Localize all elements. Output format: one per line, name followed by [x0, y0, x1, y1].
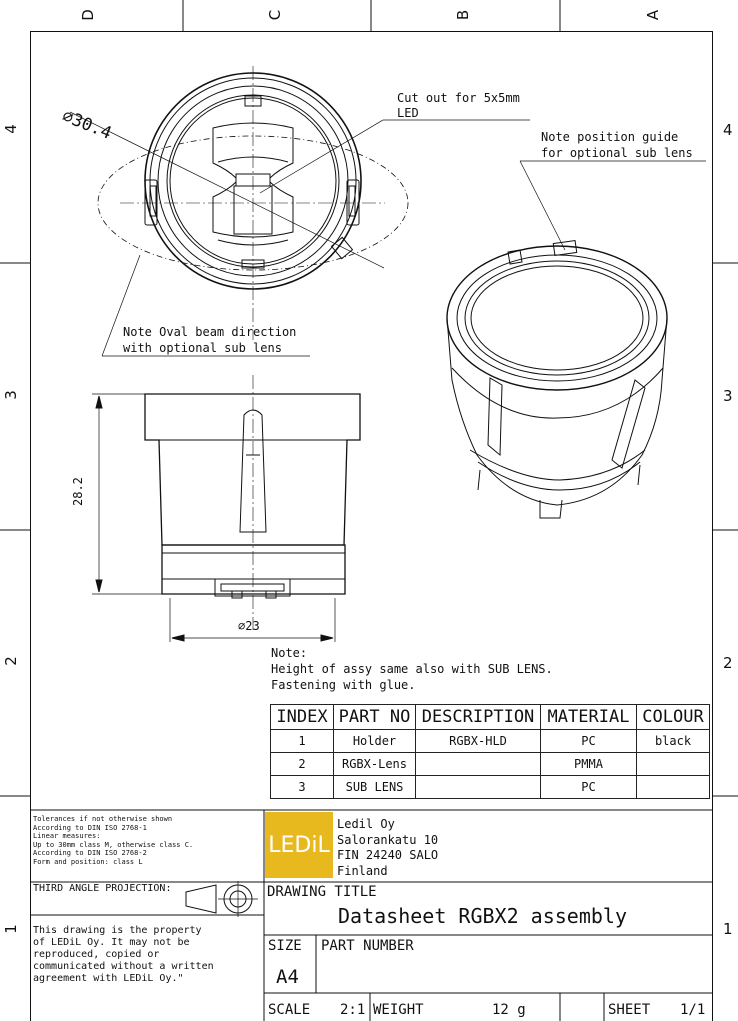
tolerance-line: Up to 30mm class M, otherwise class C.: [33, 840, 194, 849]
property-note: [33, 925, 214, 985]
tolerance-line: Form and position: class L: [33, 857, 143, 866]
cell-index: 2: [271, 753, 334, 776]
company-line: Finland: [337, 863, 388, 878]
oval-note-line2: with optional sub lens: [123, 341, 282, 355]
company-line: Salorankatu 10: [337, 832, 439, 847]
diameter-top-label: ∅30.4: [59, 106, 115, 144]
zone-label-3-left: 3: [1, 390, 20, 400]
zone-label-3-right: 3: [723, 387, 733, 405]
ledil-logo: LEDiL: [265, 812, 333, 878]
cell-colour: [637, 753, 710, 776]
drawing-title: Datasheet RGBX2 assembly: [338, 904, 627, 928]
header-colour: COLOUR: [637, 705, 710, 730]
tolerance-line: According to DIN ISO 2768-1: [33, 823, 147, 832]
height-dimension: 28.2: [71, 477, 85, 506]
company-line: FIN 24240 SALO: [337, 848, 439, 862]
top-view: [70, 66, 530, 356]
cell-description: RGBX-HLD: [416, 730, 541, 753]
cell-colour: black: [637, 730, 710, 753]
property-line: communicated without a written: [33, 961, 214, 972]
header-material: MATERIAL: [541, 705, 637, 730]
scale-value: 2:1: [340, 1002, 366, 1018]
header-description: DESCRIPTION: [416, 705, 541, 730]
side-view: [92, 375, 360, 642]
zone-label-2-right: 2: [723, 654, 733, 672]
cell-colour: [637, 776, 710, 799]
cell-index: 1: [271, 730, 334, 753]
tolerance-line: According to DIN ISO 2768-2: [33, 849, 147, 858]
scale-label: SCALE: [268, 1002, 311, 1018]
zone-label-1-right: 1: [723, 920, 733, 938]
tolerance-line: Tolerances if not otherwise shown: [33, 815, 173, 823]
cell-index: 3: [271, 776, 334, 799]
cell-part-no: SUB LENS: [334, 776, 416, 799]
note-line2: Fastening with glue.: [271, 678, 416, 692]
company-address: [337, 817, 438, 879]
table-row: [271, 753, 710, 776]
cutout-note-line2: LED: [397, 106, 419, 120]
guide-note-line1: Note position guide: [541, 130, 679, 144]
property-line: This drawing is the property: [33, 925, 202, 936]
cell-part-no: Holder: [334, 730, 416, 753]
zone-label-4-right: 4: [723, 121, 733, 139]
table-row: [271, 730, 710, 753]
cell-material: PMMA: [541, 753, 637, 776]
zone-label-2-left: 2: [1, 656, 20, 666]
projection-label: THIRD ANGLE PROJECTION:: [33, 883, 172, 894]
zone-label-4-left: 4: [1, 124, 20, 134]
weight-value: 12 g: [492, 1002, 526, 1018]
note-title: Note:: [271, 646, 308, 660]
part-number-label: PART NUMBER: [321, 938, 414, 954]
sheet-label: SHEET: [608, 1002, 651, 1018]
tolerance-line: Linear measures:: [33, 832, 101, 841]
iso-view: [447, 161, 706, 518]
size-label: SIZE: [268, 938, 302, 954]
diameter-bottom-label: ∅23: [238, 619, 260, 633]
sheet-value: 1/1: [680, 1002, 706, 1018]
table-row: [271, 776, 710, 799]
zone-label-d: D: [78, 9, 97, 21]
table-header-row: [271, 705, 710, 730]
tolerances-note: [33, 815, 193, 867]
cell-description: [416, 753, 541, 776]
company-line: Ledil Oy: [337, 817, 395, 831]
zone-label-a: A: [644, 9, 663, 21]
cell-material: PC: [541, 776, 637, 799]
cell-material: PC: [541, 730, 637, 753]
zone-label-1-left: 1: [1, 924, 20, 934]
header-part-no: PART NO: [334, 705, 416, 730]
drawing-title-label: DRAWING TITLE: [267, 884, 377, 900]
header-index: INDEX: [271, 705, 334, 730]
note-line1: Height of assy same also with SUB LENS.: [271, 662, 553, 676]
cell-part-no: RGBX-Lens: [334, 753, 416, 776]
cell-description: [416, 776, 541, 799]
size-value: A4: [276, 966, 299, 988]
oval-note-line1: Note Oval beam direction: [123, 325, 297, 339]
zone-label-c: C: [266, 9, 285, 21]
parts-list-table: [270, 704, 710, 799]
weight-label: WEIGHT: [373, 1002, 424, 1018]
guide-note-line2: for optional sub lens: [541, 146, 693, 160]
cutout-note-line1: Cut out for 5x5mm: [397, 91, 520, 105]
zone-label-b: B: [454, 9, 473, 21]
property-line: reproduced, copied or: [33, 949, 160, 960]
property-line: of LEDiL Oy. It may not be: [33, 937, 190, 948]
property-line: agreement with LEDiL Oy.": [33, 973, 184, 984]
